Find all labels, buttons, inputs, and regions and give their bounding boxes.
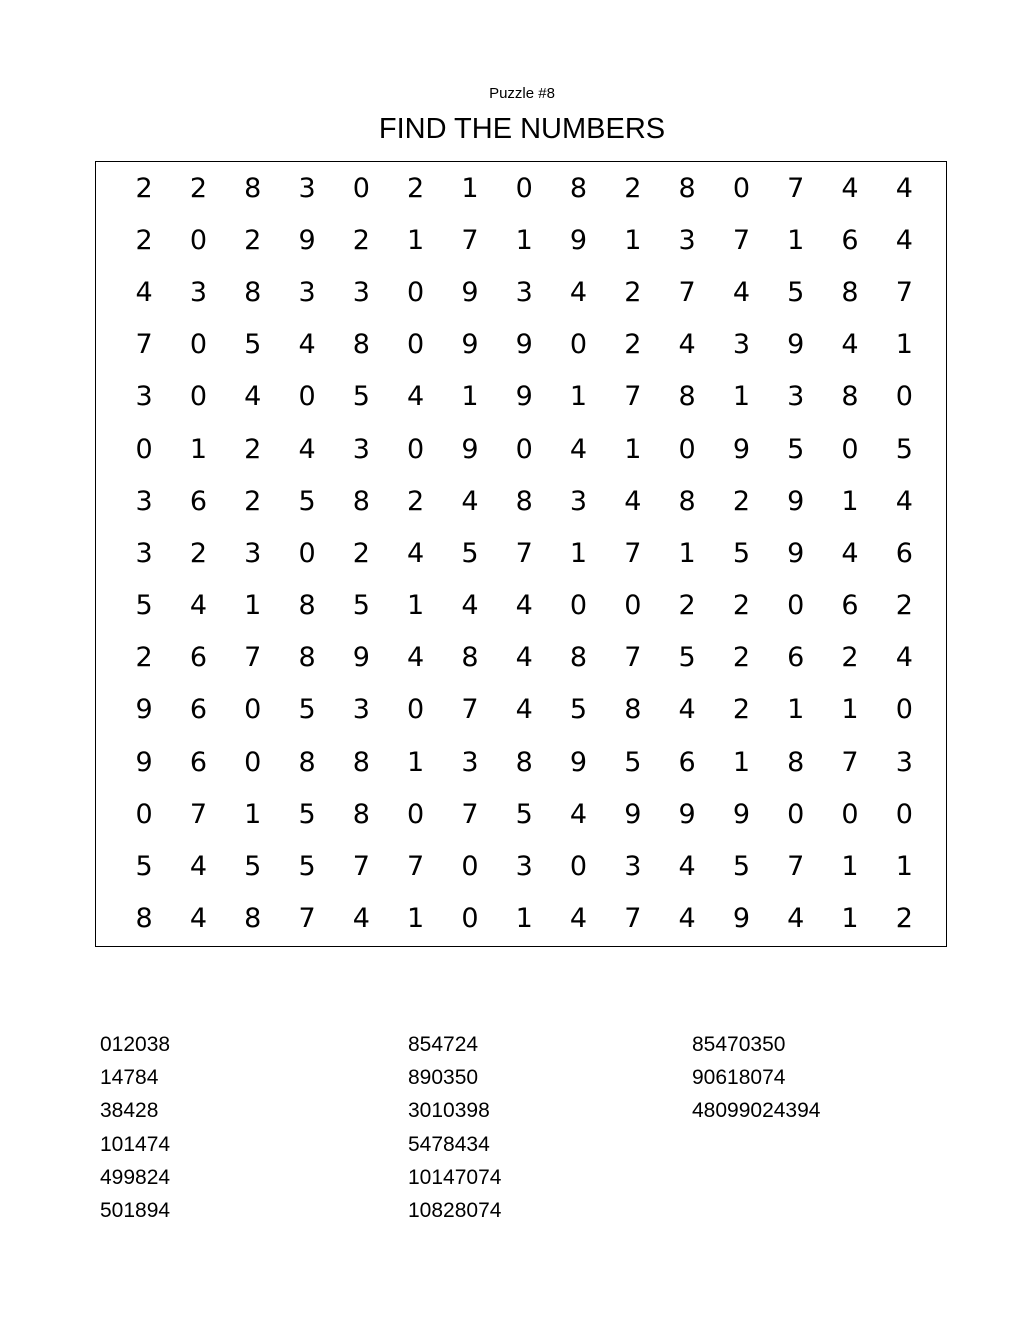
grid-cell: 9 [135, 694, 153, 726]
grid-cell: 4 [352, 903, 370, 935]
word-list-item: 48099024394 [692, 1099, 821, 1123]
grid-cell: 6 [787, 642, 805, 674]
grid-cell: 9 [461, 329, 479, 361]
grid-cell: 4 [189, 851, 208, 883]
grid-cell: 7 [841, 746, 859, 778]
grid-cell: 4 [787, 903, 805, 935]
grid-cell: 4 [895, 172, 913, 204]
grid-cell: 9 [461, 433, 479, 465]
grid-cell: 3 [569, 485, 588, 517]
grid-cell: 2 [135, 172, 153, 204]
grid-cell: 4 [189, 903, 208, 935]
grid-cell: 9 [787, 329, 805, 361]
grid-cell: 0 [298, 381, 316, 413]
grid-cell: 3 [135, 381, 153, 413]
grid-cell: 2 [732, 694, 750, 726]
grid-cell: 7 [624, 903, 642, 935]
grid-cell: 5 [787, 276, 805, 308]
grid-cell: 8 [787, 746, 805, 778]
grid-cell: 5 [298, 851, 316, 883]
grid-cell: 0 [244, 694, 262, 726]
word-list-item: 854724 [408, 1033, 479, 1056]
word-list-column-1 [100, 1028, 170, 1227]
word-list-item: 38428 [100, 1099, 159, 1123]
grid-cell: 3 [135, 537, 153, 569]
grid-cell: 2 [624, 172, 642, 204]
grid-cell: 1 [407, 903, 425, 935]
word-list-item: 5478434 [408, 1132, 490, 1156]
grid-cell: 9 [569, 746, 588, 778]
grid-cell: 0 [407, 694, 425, 726]
grid-cell: 4 [895, 642, 913, 674]
grid-cell: 3 [678, 224, 696, 256]
grid-cell: 2 [135, 642, 153, 674]
grid-cell: 0 [569, 329, 588, 361]
grid-cell: 3 [352, 433, 370, 465]
grid-cell: 7 [732, 224, 750, 256]
puzzle-number: Puzzle #8 [489, 85, 555, 102]
grid-cell: 6 [841, 224, 859, 256]
grid-cell: 8 [678, 172, 696, 204]
grid-cell: 4 [244, 381, 262, 413]
grid-cell: 8 [352, 798, 370, 830]
grid-cell: 2 [189, 172, 208, 204]
grid-cell: 0 [895, 381, 913, 413]
grid-cell: 2 [244, 485, 262, 517]
grid-cell: 0 [407, 798, 425, 830]
grid-cell: 6 [189, 642, 208, 674]
grid-cell: 3 [461, 746, 479, 778]
grid-cell: 3 [515, 851, 533, 883]
grid-cell: 4 [895, 485, 913, 517]
number-grid [117, 161, 931, 944]
grid-cell: 4 [895, 224, 913, 256]
grid-cell: 5 [244, 329, 262, 361]
grid-cell: 3 [298, 172, 316, 204]
grid-cell: 0 [569, 851, 588, 883]
grid-cell: 5 [135, 851, 153, 883]
grid-cell: 1 [841, 851, 859, 883]
grid-cell: 1 [678, 537, 696, 569]
grid-cell: 7 [244, 642, 262, 674]
grid-cell: 1 [407, 746, 425, 778]
grid-cell: 2 [841, 642, 859, 674]
grid-cell: 0 [895, 798, 913, 830]
grid-cell: 2 [135, 224, 153, 256]
grid-cell: 5 [461, 537, 479, 569]
grid-cell: 8 [678, 381, 696, 413]
grid-cell: 3 [298, 276, 316, 308]
grid-cell: 8 [515, 746, 533, 778]
grid-cell: 8 [298, 590, 316, 622]
grid-cell: 0 [407, 276, 425, 308]
grid-cell: 0 [895, 694, 913, 726]
grid-cell: 0 [189, 224, 208, 256]
grid-cell: 0 [407, 433, 425, 465]
grid-cell: 9 [624, 798, 642, 830]
grid-cell: 0 [135, 433, 153, 465]
grid-cell: 4 [841, 172, 859, 204]
grid-cell: 5 [624, 746, 642, 778]
grid-cell: 8 [624, 694, 642, 726]
grid-cell: 5 [787, 433, 805, 465]
grid-cell: 4 [135, 276, 153, 308]
grid-cell: 0 [189, 381, 208, 413]
grid-cell: 2 [244, 433, 262, 465]
grid-cell: 1 [461, 172, 479, 204]
grid-cell: 6 [678, 746, 696, 778]
grid-cell: 9 [461, 276, 479, 308]
grid-cell: 2 [732, 590, 750, 622]
grid-cell: 8 [569, 642, 588, 674]
word-list-column-3 [692, 1028, 820, 1128]
grid-cell: 9 [515, 381, 533, 413]
grid-cell: 9 [678, 798, 696, 830]
grid-cell: 7 [624, 381, 642, 413]
grid-cell: 8 [244, 903, 262, 935]
grid-cell: 7 [787, 851, 805, 883]
grid-cell: 8 [298, 746, 316, 778]
grid-cell: 4 [189, 590, 208, 622]
grid-cell: 6 [841, 590, 859, 622]
grid-cell: 0 [515, 433, 533, 465]
grid-cell: 9 [787, 537, 805, 569]
grid-cell: 0 [624, 590, 642, 622]
grid-cell: 4 [678, 903, 696, 935]
word-list-item: 499824 [100, 1165, 171, 1189]
grid-cell: 3 [189, 276, 208, 308]
word-list-item: 85470350 [692, 1033, 786, 1056]
grid-cell: 2 [407, 485, 425, 517]
grid-cell: 2 [678, 590, 696, 622]
grid-cell: 2 [732, 642, 750, 674]
grid-cell: 0 [787, 590, 805, 622]
grid-cell: 0 [352, 172, 370, 204]
grid-cell: 7 [407, 851, 425, 883]
grid-cell: 8 [569, 172, 588, 204]
grid-cell: 1 [895, 851, 913, 883]
grid-cell: 1 [189, 433, 208, 465]
grid-cell: 5 [515, 798, 533, 830]
grid-cell: 5 [352, 381, 370, 413]
word-list-item: 012038 [100, 1033, 171, 1056]
grid-cell: 4 [678, 329, 696, 361]
word-list-item: 501894 [100, 1198, 171, 1222]
grid-cell: 9 [135, 746, 153, 778]
grid-cell: 4 [569, 798, 588, 830]
grid-cell: 1 [569, 381, 588, 413]
grid-cell: 4 [298, 329, 316, 361]
grid-cell: 6 [895, 537, 913, 569]
grid-cell: 8 [135, 903, 153, 935]
word-list-item: 3010398 [408, 1099, 490, 1123]
grid-cell: 4 [569, 433, 588, 465]
grid-cell: 4 [407, 381, 425, 413]
grid-cell: 8 [298, 642, 316, 674]
grid-cell: 2 [732, 485, 750, 517]
grid-cell: 1 [895, 329, 913, 361]
grid-cell: 4 [407, 642, 425, 674]
grid-cell: 0 [515, 172, 533, 204]
grid-cell: 1 [515, 224, 533, 256]
grid-cell: 1 [732, 746, 750, 778]
grid-cell: 1 [407, 224, 425, 256]
grid-cell: 7 [461, 224, 479, 256]
grid-cell: 0 [407, 329, 425, 361]
grid-cell: 9 [298, 224, 316, 256]
grid-cell: 2 [407, 172, 425, 204]
grid-cell: 1 [244, 798, 262, 830]
page-title: FIND THE NUMBERS [378, 113, 666, 145]
grid-cell: 7 [787, 172, 805, 204]
grid-cell: 6 [189, 694, 208, 726]
grid-cell: 8 [352, 485, 370, 517]
grid-cell: 5 [732, 851, 750, 883]
grid-cell: 6 [189, 485, 208, 517]
grid-cell: 0 [189, 329, 208, 361]
grid-cell: 4 [298, 433, 316, 465]
grid-cell: 0 [244, 746, 262, 778]
grid-cell: 4 [515, 694, 533, 726]
grid-cell: 4 [732, 276, 750, 308]
grid-cell: 5 [895, 433, 913, 465]
grid-cell: 7 [298, 903, 316, 935]
grid-cell: 1 [787, 694, 805, 726]
word-list-item: 10147074 [408, 1165, 502, 1189]
grid-cell: 7 [352, 851, 370, 883]
grid-cell: 8 [244, 276, 262, 308]
grid-cell: 5 [298, 485, 316, 517]
grid-cell: 5 [298, 694, 316, 726]
grid-cell: 7 [895, 276, 913, 308]
grid-cell: 5 [244, 851, 262, 883]
grid-cell: 4 [841, 329, 859, 361]
grid-cell: 8 [244, 172, 262, 204]
grid-cell: 1 [461, 381, 479, 413]
grid-cell: 9 [732, 903, 750, 935]
grid-cell: 1 [841, 694, 859, 726]
word-list-column-2 [408, 1028, 501, 1227]
grid-cell: 0 [461, 903, 479, 935]
grid-cell: 9 [732, 433, 750, 465]
grid-cell: 1 [407, 590, 425, 622]
grid-cell: 9 [515, 329, 533, 361]
grid-cell: 8 [461, 642, 479, 674]
grid-cell: 8 [678, 485, 696, 517]
grid-cell: 4 [461, 485, 479, 517]
grid-cell: 1 [515, 903, 533, 935]
grid-cell: 3 [624, 851, 642, 883]
grid-cell: 1 [569, 537, 588, 569]
grid-cell: 5 [678, 642, 696, 674]
grid-cell: 0 [135, 798, 153, 830]
grid-cell: 3 [135, 485, 153, 517]
grid-cell: 2 [624, 329, 642, 361]
grid-cell: 9 [352, 642, 370, 674]
grid-cell: 2 [189, 537, 208, 569]
word-list-item: 890350 [408, 1066, 479, 1090]
word-list-item: 90618074 [692, 1066, 786, 1090]
grid-cell: 7 [678, 276, 696, 308]
grid-cell: 4 [678, 694, 696, 726]
grid-cell: 4 [624, 485, 642, 517]
grid-cell: 2 [352, 224, 370, 256]
grid-cell: 1 [624, 433, 642, 465]
grid-cell: 5 [352, 590, 370, 622]
grid-cell: 0 [787, 798, 805, 830]
grid-cell: 2 [624, 276, 642, 308]
grid-cell: 9 [569, 224, 588, 256]
grid-cell: 9 [732, 798, 750, 830]
grid-cell: 7 [624, 537, 642, 569]
grid-cell: 7 [135, 329, 153, 361]
grid-cell: 4 [515, 590, 533, 622]
word-list-item: 10828074 [408, 1198, 502, 1222]
grid-cell: 1 [624, 224, 642, 256]
grid-cell: 7 [461, 798, 479, 830]
grid-cell: 3 [895, 746, 913, 778]
grid-cell: 4 [461, 590, 479, 622]
grid-cell: 9 [787, 485, 805, 517]
grid-cell: 8 [352, 329, 370, 361]
grid-cell: 0 [678, 433, 696, 465]
grid-cell: 2 [352, 537, 370, 569]
grid-cell: 7 [189, 798, 208, 830]
grid-cell: 3 [244, 537, 262, 569]
grid-cell: 1 [787, 224, 805, 256]
grid-cell: 4 [841, 537, 859, 569]
grid-cell: 4 [407, 537, 425, 569]
grid-cell: 3 [787, 381, 805, 413]
grid-cell: 4 [569, 903, 588, 935]
grid-cell: 2 [244, 224, 262, 256]
grid-cell: 8 [841, 276, 859, 308]
grid-cell: 5 [298, 798, 316, 830]
word-list-item: 14784 [100, 1066, 159, 1090]
grid-cell: 8 [352, 746, 370, 778]
grid-cell: 3 [352, 276, 370, 308]
grid-cell: 0 [461, 851, 479, 883]
grid-cell: 4 [569, 276, 588, 308]
grid-cell: 3 [352, 694, 370, 726]
grid-cell: 7 [624, 642, 642, 674]
grid-cell: 1 [841, 903, 859, 935]
grid-cell: 1 [732, 381, 750, 413]
grid-cell: 1 [244, 590, 262, 622]
grid-cell: 6 [189, 746, 208, 778]
grid-cell: 8 [515, 485, 533, 517]
grid-cell: 5 [732, 537, 750, 569]
grid-cell: 0 [298, 537, 316, 569]
grid-cell: 4 [678, 851, 696, 883]
grid-cell: 4 [515, 642, 533, 674]
grid-cell: 3 [732, 329, 750, 361]
grid-cell: 2 [895, 590, 913, 622]
grid-cell: 5 [569, 694, 588, 726]
grid-cell: 7 [461, 694, 479, 726]
grid-cell: 0 [569, 590, 588, 622]
grid-cell: 8 [841, 381, 859, 413]
grid-cell: 3 [515, 276, 533, 308]
word-list-item: 101474 [100, 1132, 171, 1156]
grid-cell: 2 [895, 903, 913, 935]
grid-cell: 0 [841, 798, 859, 830]
grid-cell: 0 [841, 433, 859, 465]
grid-cell: 7 [515, 537, 533, 569]
grid-cell: 5 [135, 590, 153, 622]
grid-cell: 0 [732, 172, 750, 204]
grid-cell: 1 [841, 485, 859, 517]
